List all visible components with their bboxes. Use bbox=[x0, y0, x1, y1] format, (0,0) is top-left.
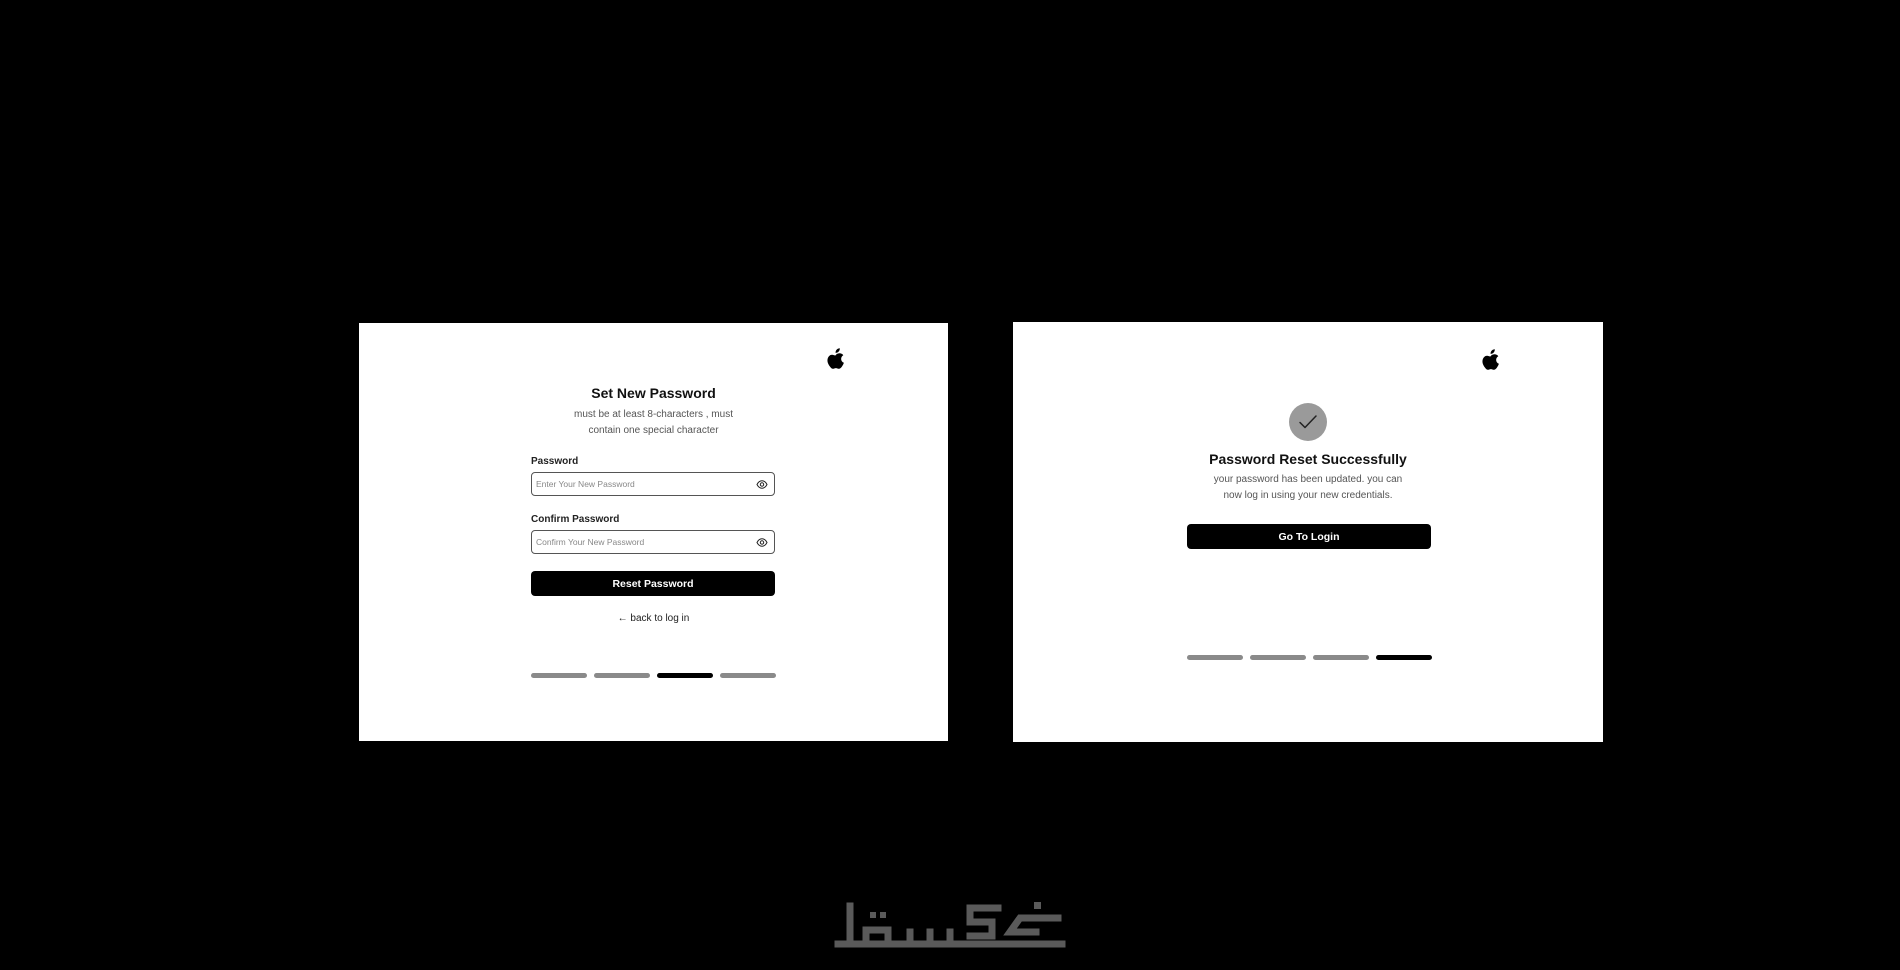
progress-step-3 bbox=[1313, 655, 1369, 660]
requirements-line-1: must be at least 8-characters , must bbox=[574, 409, 733, 420]
back-to-login-link[interactable]: ← back to log in bbox=[617, 613, 690, 624]
set-password-card bbox=[359, 323, 948, 741]
progress-step-1 bbox=[1187, 655, 1243, 660]
progress-step-3 bbox=[657, 673, 713, 678]
message-line-2: now log in using your new credentials. bbox=[1223, 490, 1393, 501]
apple-logo-icon bbox=[826, 347, 846, 371]
eye-icon[interactable] bbox=[756, 537, 768, 548]
apple-logo-icon bbox=[1481, 348, 1501, 372]
success-badge bbox=[1289, 403, 1327, 441]
progress-step-2 bbox=[594, 673, 650, 678]
go-to-login-button[interactable]: Go To Login bbox=[1187, 524, 1431, 549]
reset-password-button[interactable]: Reset Password bbox=[531, 571, 775, 596]
password-requirements bbox=[359, 407, 948, 439]
success-title: Password Reset Successfully bbox=[1209, 451, 1407, 467]
password-field bbox=[531, 472, 775, 496]
success-message bbox=[1013, 472, 1603, 504]
khamsat-watermark-logo bbox=[830, 898, 1070, 954]
progress-step-4 bbox=[720, 673, 776, 678]
progress-step-4 bbox=[1376, 655, 1432, 660]
password-input[interactable] bbox=[532, 473, 746, 495]
confirm-password-field bbox=[531, 530, 775, 554]
confirm-password-input[interactable] bbox=[532, 531, 746, 553]
eye-icon[interactable] bbox=[756, 479, 768, 490]
password-label: Password bbox=[531, 456, 579, 467]
progress-step-1 bbox=[531, 673, 587, 678]
requirements-line-2: contain one special character bbox=[588, 425, 719, 436]
progress-step-2 bbox=[1250, 655, 1306, 660]
message-line-1: your password has been updated. you can bbox=[1213, 474, 1403, 485]
reset-success-card bbox=[1013, 322, 1603, 742]
checkmark-icon bbox=[1298, 413, 1318, 431]
progress-steps bbox=[531, 673, 776, 678]
page-title: Set New Password bbox=[591, 385, 716, 401]
progress-steps bbox=[1187, 655, 1432, 660]
confirm-password-label: Confirm Password bbox=[531, 514, 620, 525]
